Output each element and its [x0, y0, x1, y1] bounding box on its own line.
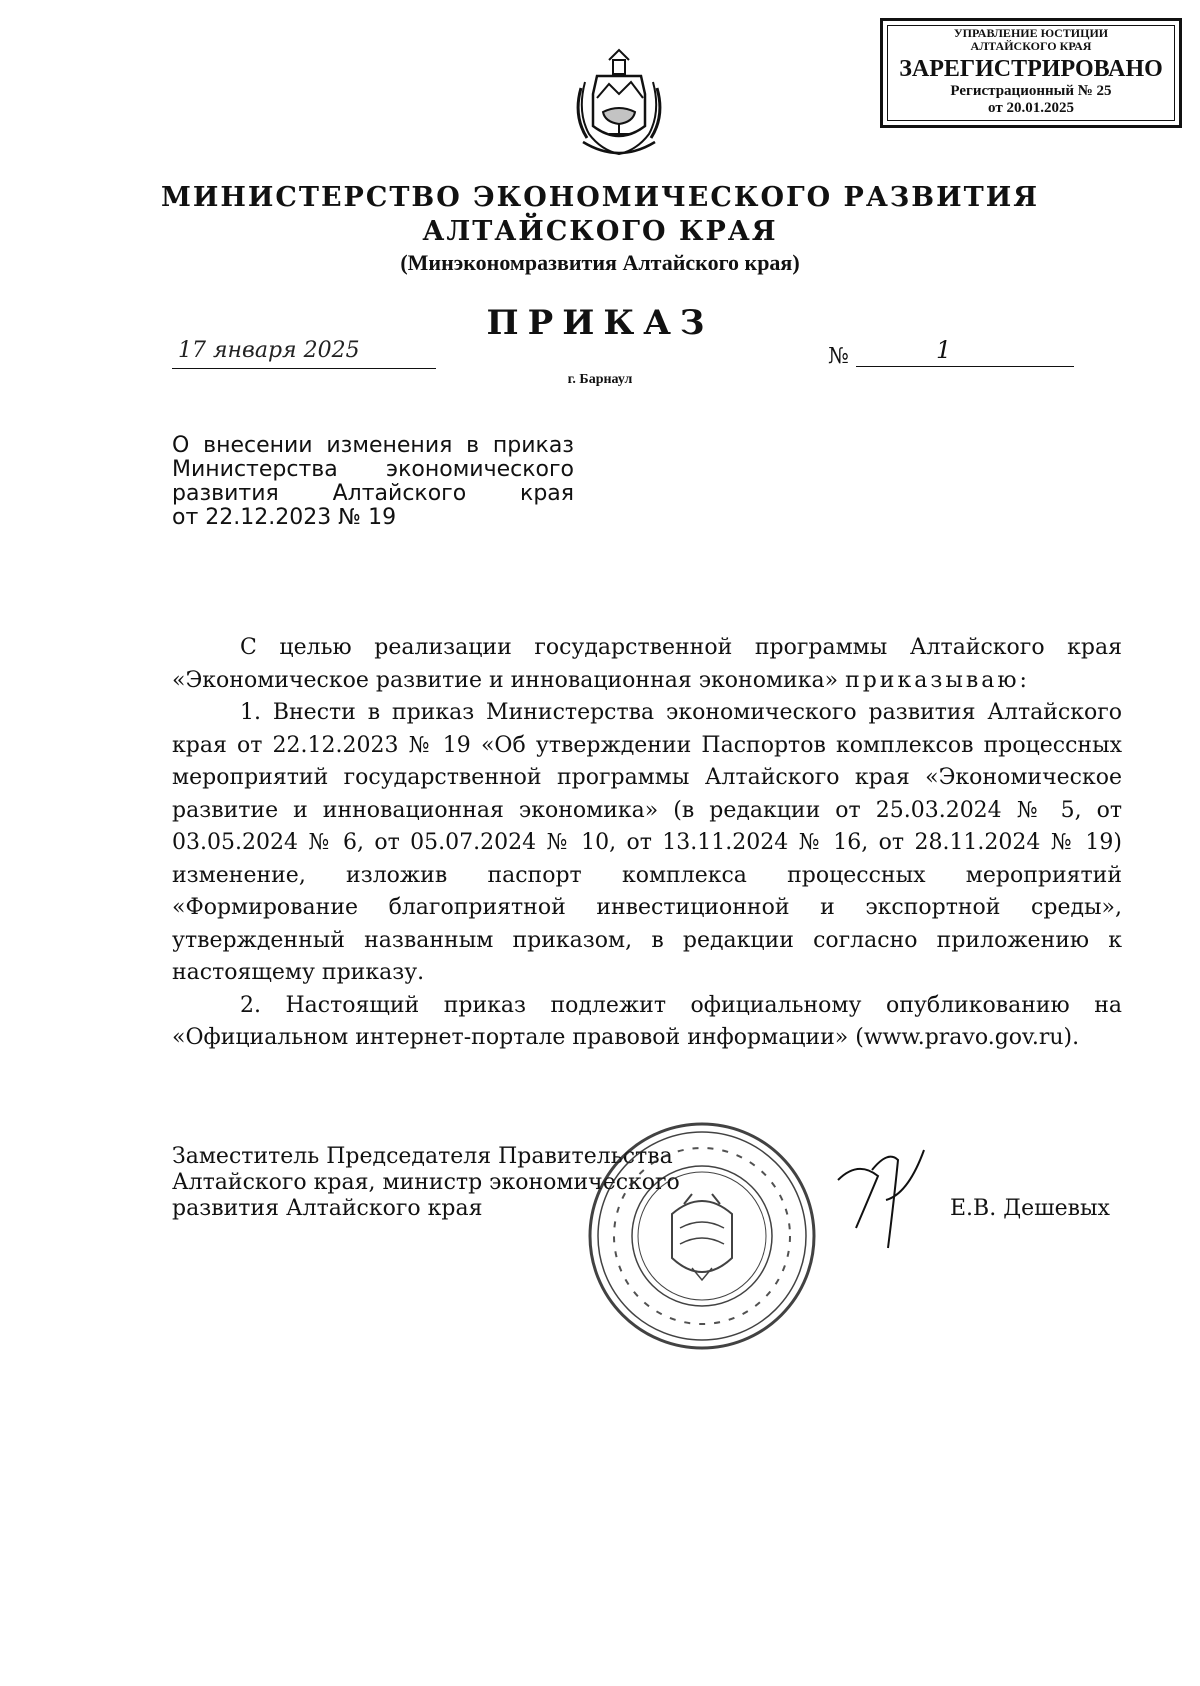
document-city: г. Барнаул: [567, 372, 633, 387]
signatory-title-line: развития Алтайского края: [172, 1196, 483, 1221]
body-preamble: [172, 632, 1122, 697]
stamp-org-line2: АЛТАЙСКОГО КРАЯ: [970, 39, 1092, 53]
document-body: [172, 632, 1122, 1055]
ministry-name-line1: МИНИСТЕРСТВО ЭКОНОМИЧЕСКОГО РАЗВИТИЯ: [160, 182, 1040, 213]
handwritten-signature-icon: [828, 1140, 948, 1260]
subject-line: Министерства экономического: [172, 457, 574, 482]
subject-line: от 22.12.2023 № 19: [172, 505, 397, 530]
registration-stamp: [880, 18, 1182, 128]
preamble-text: С целью реализации государственной программы Алтайского края «Экономическое развитие и инновационная экономика»: [172, 635, 1122, 693]
number-label: №: [828, 344, 849, 369]
subject-line: развития Алтайского края: [172, 481, 574, 506]
body-item-2: 2. Настоящий приказ подлежит официальному опубликованию на «Официальном интернет-портале правовой информации» (www.pravo.gov.ru).: [172, 992, 1122, 1050]
document-type-title: ПРИКАЗ: [486, 303, 714, 343]
document-number: 1: [856, 336, 1074, 367]
body-item-1: 1. Внести в приказ Министерства экономического развития Алтайского края от 22.12.2023 № 19 «Об утверждении Паспортов комплексов процессных мероприятий государственной программы Алтайского края «Экономическое развитие и инновационная экономика» (в редакции от 25.03.2024 № 5, от 03.05.2024 № 6, от 05.07.2024 № 10, от 13.11.2024 № 16, от 28.11.2024 № 19) изменение, изложив паспорт комплекса процессных мероприятий «Формирование благоприятной инвестиционной и экспортной среды», утвержденный названным приказом, в редакции согласно приложению к настоящему приказу.: [172, 700, 1122, 985]
signatory-title-line: Заместитель Председателя Правительства: [172, 1144, 673, 1169]
ministry-name-line2: АЛТАЙСКОГО КРАЯ: [422, 216, 778, 247]
stamp-org-line1: УПРАВЛЕНИЕ ЮСТИЦИИ: [953, 26, 1109, 40]
official-seal-icon: [584, 1118, 820, 1354]
signatory-title-line: Алтайского края, министр экономического: [172, 1170, 680, 1195]
stamp-status: ЗАРЕГИСТРИРОВАНО: [899, 56, 1163, 82]
subject-line: О внесении изменения в приказ: [172, 433, 574, 458]
altai-krai-coat-of-arms-icon: [563, 42, 675, 160]
signatory-name: Е.В. Дешевых: [950, 1196, 1110, 1221]
document-date: 17 января 2025: [172, 338, 436, 369]
stamp-reg-date: от 20.01.2025: [988, 100, 1074, 116]
ministry-short-name: (Минэкономразвития Алтайского края): [400, 250, 800, 275]
document-subject: [172, 434, 574, 530]
stamp-reg-number: Регистрационный № 25: [950, 83, 1112, 99]
order-word: приказываю:: [845, 667, 1030, 693]
